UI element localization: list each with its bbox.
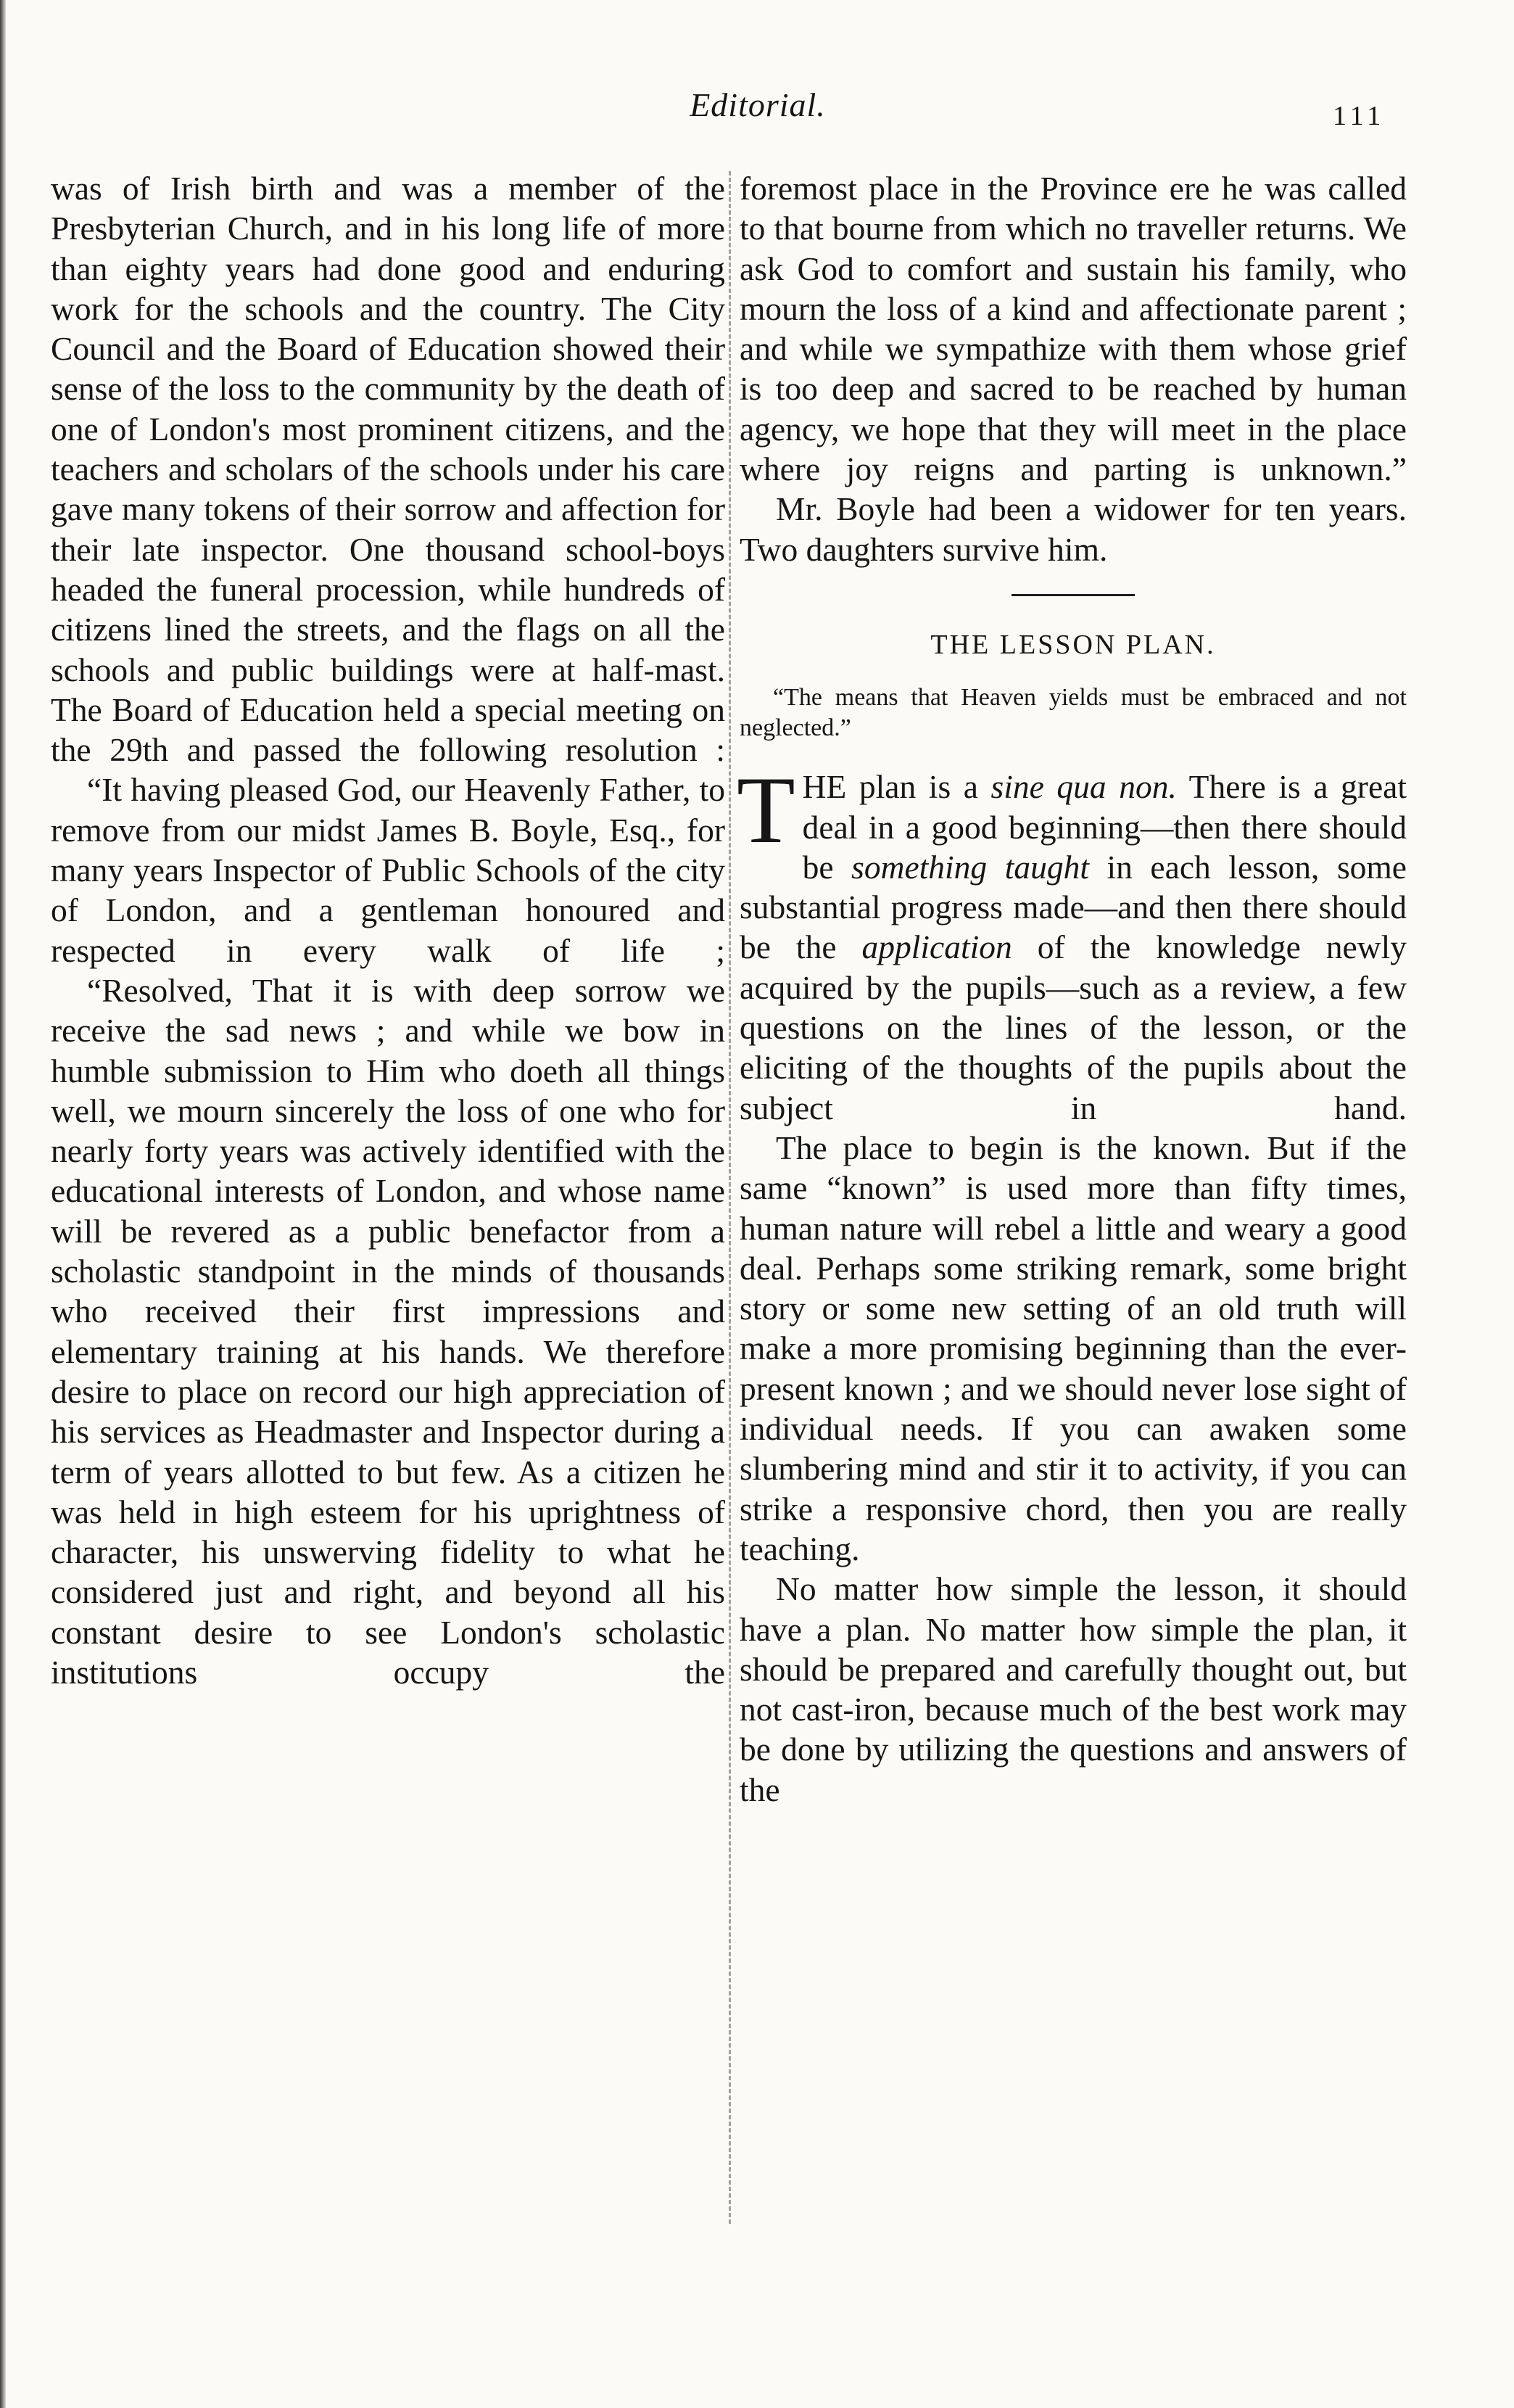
lesson-plan-paragraph-2: The place to begin is the known. But if the same “known” is used more than fifty times, human nature will rebel a little and weary a good deal. Perhaps some striking remark, some bright story or some new setting of an old truth will make a more promising beginning than the ever-present known ; and we should never lose sight of individual needs. If you can awaken some slumbering mind and stir it to activity, if you can strike a responsive chord, then you are really teaching.	[740, 1129, 1407, 1567]
lesson-text-e: in each lesson, some substantial progress made—and then there should be the	[740, 848, 1407, 966]
epigraph: “The means that Heaven yields must be embraced and not neglected.”	[740, 684, 1407, 742]
left-paragraph-1: was of Irish birth and was a member of the Presbyterian Church, and in his long life of more than eighty years had done good and enduring work for the schools and the country. The City Council and the Board of Education showed their sense of the loss to the community by the death of one of London's most prominent citizens, and the teachers and scholars of the schools under his care gave many tokens of their sorrow and affection for their late inspector. One thousand school-boys headed the funeral procession, while hundreds of citizens lined the streets, and the flags on all the schools and public buildings were at half-mast. The Board of Education held a special meeting on the 29th and passed the following resolution :	[51, 170, 725, 769]
lesson-text-emph-1: something taught	[851, 848, 1089, 886]
lesson-text-c: There is a great deal in a good beginning—then there should be	[802, 768, 1407, 886]
lesson-text-g: of the knowledge newly acquired by the pupils—such as a review, a few questions on the lines of the lesson, or the eliciting of the thoughts of the pupils about the subject in hand.	[740, 928, 1407, 1126]
left-column	[51, 168, 725, 1692]
page-spine-edge	[0, 0, 6, 2408]
lesson-text-a: HE plan is a	[802, 768, 991, 806]
right-paragraph-2: Mr. Boyle had been a widower for ten years. Two daughters survive him.	[740, 490, 1407, 568]
resolution-body: “Resolved, That it is with deep sorrow we receive the sad news ; and while we bow in humble submission to Him who doeth all things well, we mourn sincerely the loss of one who for nearly forty years was actively identified with the educational interests of London, and whose name will be revered as a public benefactor from a scholastic standpoint in the minds of thousands who received their first impressions and elementary training at his hands. We therefore desire to place on record our high appreciation of his services as Headmaster and Inspector during a term of years allotted to but few. As a citizen he was held in high esteem for his uprightness of character, his unswerving fidelity to what he considered just and right, and beyond all his constant desire to see London's scholastic institutions occupy the	[51, 971, 725, 1691]
drop-cap: T	[737, 756, 795, 864]
page-number: 111	[1333, 101, 1386, 131]
section-divider	[1012, 594, 1135, 596]
lesson-plan-paragraph-1	[737, 756, 1407, 1128]
section-title: THE LESSON PLAN.	[930, 629, 1216, 660]
running-header-title: Editorial.	[690, 86, 826, 123]
lesson-text-latin: sine qua non.	[990, 768, 1177, 806]
right-column	[737, 168, 1407, 1810]
resolution-preamble: “It having pleased God, our Heavenly Father, to remove from our midst James B. Boyle, Esq., for many years Inspector of Public Schools of the city of London, and a gentleman honoured and respected in every walk of life ;	[51, 771, 725, 969]
right-paragraph-1: foremost place in the Province ere he was called to that bourne from which no traveller returns. We ask God to comfort and sustain his family, who mourn the loss of a kind and affectionate parent ; and while we sympathize with them whose grief is too deep and sacred to be reached by human agency, we hope that they will meet in the place where joy reigns and parting is unknown.”	[740, 170, 1407, 488]
lesson-text-emph-2: application	[861, 928, 1012, 966]
column-gutter-rule	[729, 171, 731, 2224]
lesson-plan-paragraph-3: No matter how simple the lesson, it should have a plan. No matter how simple the plan, it should be prepared and carefully thought out, but not cast-iron, because much of the best work may be done by utilizing the questions and answers of the	[740, 1570, 1407, 1808]
